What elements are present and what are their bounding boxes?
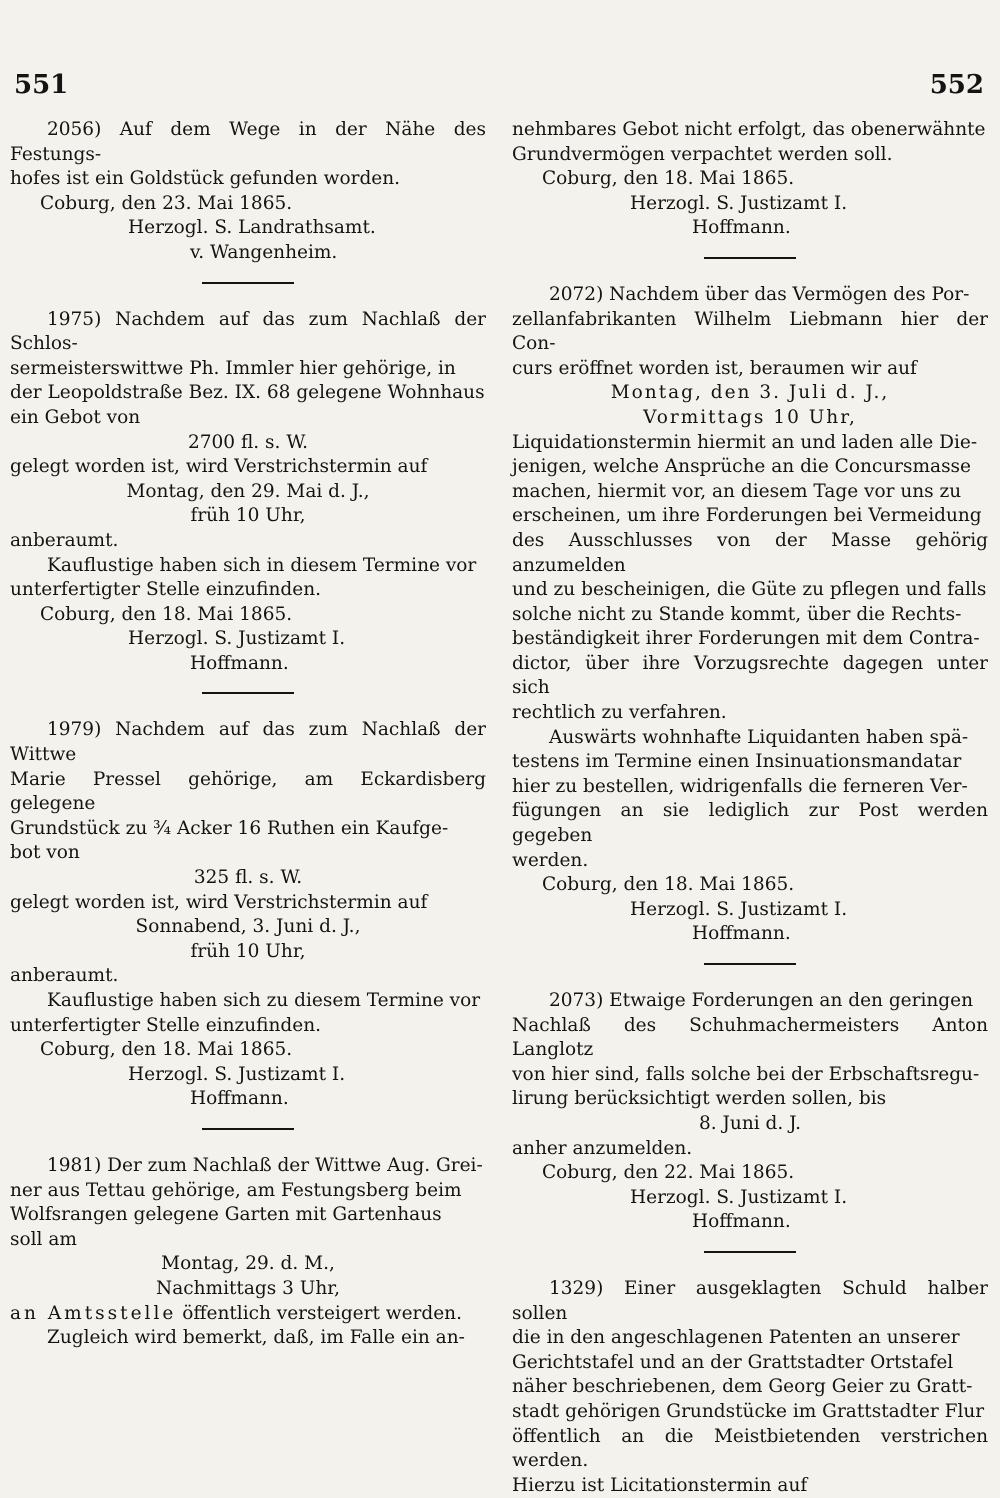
notice-line: die in den angeschlagenen Patenten an unserer xyxy=(512,1327,960,1349)
notice-line: 2072) Nachdem über das Vermögen des Por- xyxy=(549,283,970,305)
notice-line: 1981) Der zum Nachlaß der Wittwe Aug. Grei- xyxy=(47,1154,483,1176)
auction-time: früh 10 Uhr, xyxy=(190,505,306,527)
auction-date: Montag, den 29. Mai d. J., xyxy=(126,480,370,502)
notice-line: unterfertigter Stelle einzufinden. xyxy=(10,1014,321,1036)
notice-1979 xyxy=(10,718,486,1112)
notice-line: Liquidationstermin hiermit an und laden alle Die- xyxy=(512,431,978,453)
signature: Hoffmann. xyxy=(692,923,791,945)
notice-line: Wolfsrangen gelegene Garten mit Gartenhaus xyxy=(10,1204,442,1226)
notice-line: beständigkeit ihrer Forderungen mit dem Contra- xyxy=(512,628,980,650)
notice-line xyxy=(10,1302,486,1327)
signature: Hoffmann. xyxy=(190,1088,289,1110)
notice-1975 xyxy=(10,308,486,677)
notice-line: von hier sind, falls solche bei der Erbschaftsregu- xyxy=(512,1063,980,1085)
notice-line: soll am xyxy=(10,1228,77,1250)
notice-line: nehmbares Gebot nicht erfolgt, das obenerwähnte xyxy=(512,119,986,140)
notice-line: ein Gebot von xyxy=(10,406,141,428)
notice-line: hier zu bestellen, widrigenfalls die ferneren Ver- xyxy=(512,775,968,797)
notice-line: anher anzumelden. xyxy=(512,1137,693,1159)
notice-line: 1329) Einer ausgeklagten Schuld halber sollen xyxy=(512,1277,988,1324)
notice-line: machen, hiermit vor, an diesem Tage vor uns zu xyxy=(512,480,962,502)
notice-line: anberaumt. xyxy=(10,529,119,551)
auction-time: Vormittags 10 Uhr, xyxy=(643,406,857,428)
notice-line: gelegt worden ist, wird Verstrichstermin auf xyxy=(10,891,428,913)
place-date: Coburg, den 18. Mai 1865. xyxy=(542,168,795,190)
notice-line: erscheinen, um ihre Forderungen bei Vermeidung xyxy=(512,505,982,527)
notice-line: curs eröffnet worden ist, beraumen wir auf xyxy=(512,357,917,379)
notice-line: zellanfabrikanten Wilhelm Liebmann hier der Con- xyxy=(512,308,988,355)
auction-date: Montag, den 3. Juli d. J., xyxy=(610,382,890,404)
notice-line: 1975) Nachdem auf das zum Nachlaß der Schlos- xyxy=(10,308,486,355)
notice-line: Grundstück zu ¾ Acker 16 Ruthen ein Kaufge- xyxy=(10,817,449,839)
notice-line: ner aus Tettau gehörige, am Festungsberg beim xyxy=(10,1179,462,1201)
notice-line: testens im Termine einen Insinuationsmandatar xyxy=(512,751,962,773)
notice-line: werden. xyxy=(512,849,589,871)
notice-line: Marie Pressel gehörige, am Eckardisberg gelegene xyxy=(10,768,486,815)
notice-line: sermeisterswittwe Ph. Immler hier gehörige, in xyxy=(10,357,456,379)
notice-line: Grundvermögen verpachtet werden soll. xyxy=(512,143,893,165)
auction-time: Nachmittags 3 Uhr, xyxy=(156,1277,340,1299)
notice-2072 xyxy=(512,283,988,947)
notice-line: der Leopoldstraße Bez. IX. 68 gelegene Wohnhaus xyxy=(10,382,485,404)
notice-line: Kauflustige haben sich in diesem Termine vor xyxy=(47,554,477,576)
auction-date: Montag, 29. d. M., xyxy=(161,1253,335,1275)
notice-line: anberaumt. xyxy=(10,965,119,987)
office-name: Herzogl. S. Justizamt I. xyxy=(630,192,848,214)
deadline-date: 8. Juni d. J. xyxy=(698,1112,802,1134)
office-name: Herzogl. S. Justizamt I. xyxy=(128,1063,346,1085)
separator-rule xyxy=(202,692,294,694)
place-date: Coburg, den 18. Mai 1865. xyxy=(40,1039,293,1061)
notice-line: fügungen an sie lediglich zur Post werden gegeben xyxy=(512,800,988,847)
notice-2073 xyxy=(512,989,988,1235)
signature: Hoffmann. xyxy=(190,652,289,674)
notice-line: bot von xyxy=(10,842,80,864)
amount: 2700 fl. s. W. xyxy=(188,431,308,453)
office-location: an Amtsstelle xyxy=(10,1302,177,1324)
notice-line: 1979) Nachdem auf das zum Nachlaß der Wittwe xyxy=(10,719,486,766)
office-name: Herzogl. S. Justizamt I. xyxy=(630,898,848,920)
separator-rule xyxy=(704,1251,796,1253)
notice-line: jenigen, welche Ansprüche an die Concursmasse xyxy=(512,456,972,478)
signature: Hoffmann. xyxy=(692,1211,791,1233)
separator-rule xyxy=(202,1128,294,1130)
notice-line: hofes ist ein Goldstück gefunden worden. xyxy=(10,168,401,190)
notice-line: rechtlich zu verfahren. xyxy=(512,702,727,724)
notice-line: Nachlaß des Schuhmachermeisters Anton Langlotz xyxy=(512,1014,988,1061)
left-column xyxy=(10,118,486,1351)
notice-1981 xyxy=(10,1154,486,1351)
signature: v. Wangenheim. xyxy=(190,241,338,263)
notice-line: 2056) Auf dem Wege in der Nähe des Festungs- xyxy=(10,119,486,165)
notice-line: öffentlich an die Meistbietenden verstrichen werden. xyxy=(512,1425,988,1472)
office-name: Herzogl. S. Landrathsamt. xyxy=(128,217,376,239)
place-date: Coburg, den 22. Mai 1865. xyxy=(542,1162,795,1184)
notice-line: stadt gehörigen Grundstücke im Grattstadter Flur xyxy=(512,1400,985,1422)
notice-line: Hierzu ist Licitationstermin auf xyxy=(512,1474,808,1496)
notice-line: solche nicht zu Stande kommt, über die Rechts- xyxy=(512,603,962,625)
notice-line: Auswärts wohnhafte Liquidanten haben spä- xyxy=(549,726,969,748)
notice-text: öffentlich versteigert werden. xyxy=(176,1302,462,1324)
separator-rule xyxy=(202,282,294,284)
notice-line: unterfertigter Stelle einzufinden. xyxy=(10,579,321,601)
auction-date: Sonnabend, 3. Juni d. J., xyxy=(135,916,361,938)
notice-1329 xyxy=(512,1277,988,1498)
place-date: Coburg, den 23. Mai 1865. xyxy=(40,192,293,214)
notice-line: lirung berücksichtigt werden sollen, bis xyxy=(512,1088,887,1110)
page-number-left: 551 xyxy=(14,70,69,100)
notice-2056 xyxy=(10,118,486,266)
notice-line: näher beschriebenen, dem Georg Geier zu Gratt- xyxy=(512,1376,973,1398)
amount: 325 fl. s. W. xyxy=(193,867,303,889)
place-date: Coburg, den 18. Mai 1865. xyxy=(542,874,795,896)
notice-line: und zu bescheinigen, die Güte zu pflegen und falls xyxy=(512,579,987,601)
notice-continuation xyxy=(512,118,988,241)
separator-rule xyxy=(704,257,796,259)
notice-line: Gerichtstafel und an der Grattstadter Ortstafel xyxy=(512,1351,954,1373)
office-name: Herzogl. S. Justizamt I. xyxy=(630,1186,848,1208)
page-number-right: 552 xyxy=(929,70,984,100)
notice-line: dictor, über ihre Vorzugsrechte dagegen unter sich xyxy=(512,652,988,699)
separator-rule xyxy=(704,963,796,965)
notice-line: 2073) Etwaige Forderungen an den geringen xyxy=(549,990,974,1011)
office-name: Herzogl. S. Justizamt I. xyxy=(128,628,346,650)
signature: Hoffmann. xyxy=(692,217,791,239)
place-date: Coburg, den 18. Mai 1865. xyxy=(40,603,293,625)
notice-line: Zugleich wird bemerkt, daß, im Falle ein an- xyxy=(47,1327,465,1349)
right-column xyxy=(512,118,988,1498)
auction-time: früh 10 Uhr, xyxy=(190,940,306,962)
notice-line: des Ausschlusses von der Masse gehörig anzumelden xyxy=(512,529,988,576)
notice-line: Kauflustige haben sich zu diesem Termine vor xyxy=(47,990,481,1011)
notice-line: gelegt worden ist, wird Verstrichstermin auf xyxy=(10,456,428,478)
